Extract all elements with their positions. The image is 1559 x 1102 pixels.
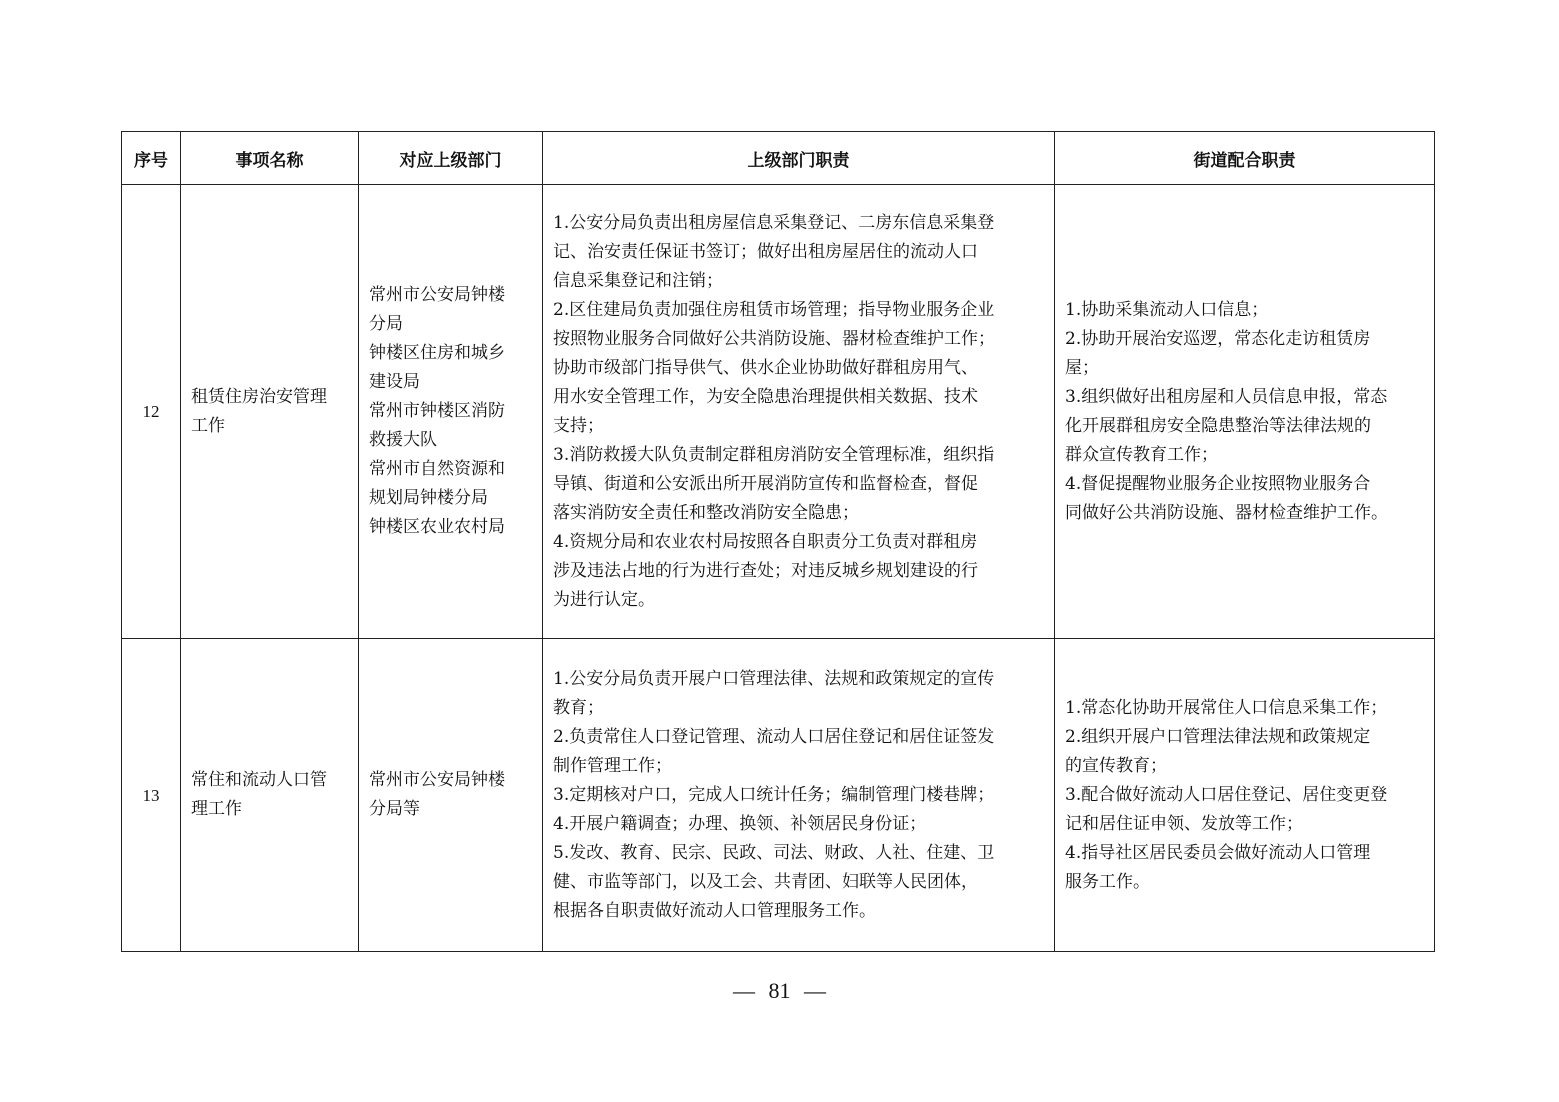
header-street-duty: 街道配合职责 — [1055, 132, 1435, 185]
cell-line: 常州市公安局钟楼 — [369, 770, 505, 790]
cell-line: 2.负责常住人口登记管理、流动人口居住登记和居住证签发 — [553, 726, 995, 747]
header-item-name: 事项名称 — [181, 132, 359, 185]
cell-line: 钟楼区农业农村局 — [369, 517, 505, 537]
cell-line: 常州市钟楼区消防 — [369, 401, 505, 421]
header-superior-dept: 对应上级部门 — [359, 132, 543, 185]
cell-line: 协助市级部门指导供气、供水企业协助做好群租房用气、 — [553, 357, 978, 378]
cell-line: 4.督促提醒物业服务企业按照物业服务合 — [1065, 473, 1371, 494]
cell-line: 租赁住房治安管理 — [191, 386, 327, 407]
table-row — [122, 639, 1435, 952]
cell-line: 3.消防救援大队负责制定群租房消防安全管理标准，组织指 — [553, 444, 995, 465]
page-dash-left: — — [733, 978, 755, 1003]
item-name-cell — [181, 639, 359, 952]
cell-line: 建设局 — [369, 372, 420, 392]
table-row — [122, 185, 1435, 639]
cell-line: 信息采集登记和注销； — [553, 270, 723, 291]
superior-duty-cell — [543, 639, 1055, 952]
cell-line: 化开展群租房安全隐患整治等法律法规的 — [1065, 415, 1371, 436]
cell-line: 用水安全管理工作，为安全隐患治理提供相关数据、技术 — [553, 386, 978, 407]
cell-line: 2.区住建局负责加强住房租赁市场管理；指导物业服务企业 — [553, 299, 995, 320]
cell-line: 分局 — [369, 314, 403, 334]
superior-dept-cell — [359, 185, 543, 639]
cell-line: 常州市自然资源和 — [369, 459, 505, 479]
cell-line: 的宣传教育； — [1065, 755, 1167, 776]
superior-dept-cell — [359, 639, 543, 952]
cell-line: 钟楼区住房和城乡 — [369, 343, 505, 363]
header-row — [122, 132, 1435, 185]
cell-line: 3.配合做好流动人口居住登记、居住变更登 — [1065, 784, 1388, 805]
cell-line: 4.开展户籍调查；办理、换领、补领居民身份证； — [553, 813, 927, 834]
cell-line: 群众宣传教育工作； — [1065, 444, 1218, 465]
cell-line: 工作 — [191, 415, 225, 436]
header-seq: 序号 — [122, 132, 181, 185]
cell-line: 屋； — [1065, 357, 1099, 378]
cell-line: 涉及违法占地的行为进行查处；对违反城乡规划建设的行 — [553, 560, 978, 581]
cell-line: 教育； — [553, 697, 604, 718]
page-number — [0, 978, 1559, 1004]
cell-line: 导镇、街道和公安派出所开展消防宣传和监督检查，督促 — [553, 473, 978, 494]
cell-line: 常州市公安局钟楼 — [369, 285, 505, 305]
cell-line: 落实消防安全责任和整改消防安全隐患； — [553, 502, 859, 523]
cell-line: 健、市监等部门，以及工会、共青团、妇联等人民团体， — [553, 871, 978, 892]
cell-line: 救援大队 — [369, 430, 437, 450]
cell-line: 2.协助开展治安巡逻，常态化走访租赁房 — [1065, 328, 1371, 349]
cell-line: 同做好公共消防设施、器材检查维护工作。 — [1065, 502, 1388, 523]
seq-cell: 13 — [122, 639, 181, 952]
item-name-cell — [181, 185, 359, 639]
cell-line: 支持； — [553, 415, 604, 436]
cell-line: 理工作 — [191, 799, 242, 819]
cell-line: 3.定期核对户口，完成人口统计任务；编制管理门楼巷牌； — [553, 784, 995, 805]
cell-line: 常住和流动人口管 — [191, 770, 327, 790]
cell-line: 规划局钟楼分局 — [369, 488, 488, 508]
cell-line: 分局等 — [369, 799, 420, 819]
cell-line: 1.常态化协助开展常住人口信息采集工作； — [1065, 697, 1388, 718]
street-duty-cell — [1055, 185, 1435, 639]
superior-duty-cell — [543, 185, 1055, 639]
page-dash-right: — — [804, 978, 826, 1003]
cell-line: 服务工作。 — [1065, 871, 1150, 892]
cell-line: 1.协助采集流动人口信息； — [1065, 299, 1269, 320]
cell-line: 记和居住证申领、发放等工作； — [1065, 813, 1303, 834]
cell-line: 5.发改、教育、民宗、民政、司法、财政、人社、住建、卫 — [553, 842, 995, 863]
page-number-value: 81 — [768, 978, 791, 1003]
cell-line: 2.组织开展户口管理法律法规和政策规定 — [1065, 726, 1371, 747]
street-duty-cell — [1055, 639, 1435, 952]
duty-table — [121, 131, 1435, 952]
cell-line: 4.指导社区居民委员会做好流动人口管理 — [1065, 842, 1371, 863]
seq-cell: 12 — [122, 185, 181, 639]
cell-line: 制作管理工作； — [553, 755, 672, 776]
cell-line: 为进行认定。 — [553, 589, 655, 610]
cell-line: 按照物业服务合同做好公共消防设施、器材检查维护工作； — [553, 328, 995, 349]
header-superior-duty: 上级部门职责 — [543, 132, 1055, 185]
cell-line: 记、治安责任保证书签订；做好出租房屋居住的流动人口 — [553, 241, 978, 262]
cell-line: 1.公安分局负责开展户口管理法律、法规和政策规定的宣传 — [553, 668, 995, 689]
cell-line: 3.组织做好出租房屋和人员信息申报，常态 — [1065, 386, 1388, 407]
cell-line: 4.资规分局和农业农村局按照各自职责分工负责对群租房 — [553, 531, 978, 552]
cell-line: 根据各自职责做好流动人口管理服务工作。 — [553, 900, 876, 921]
cell-line: 1.公安分局负责出租房屋信息采集登记、二房东信息采集登 — [553, 212, 995, 233]
